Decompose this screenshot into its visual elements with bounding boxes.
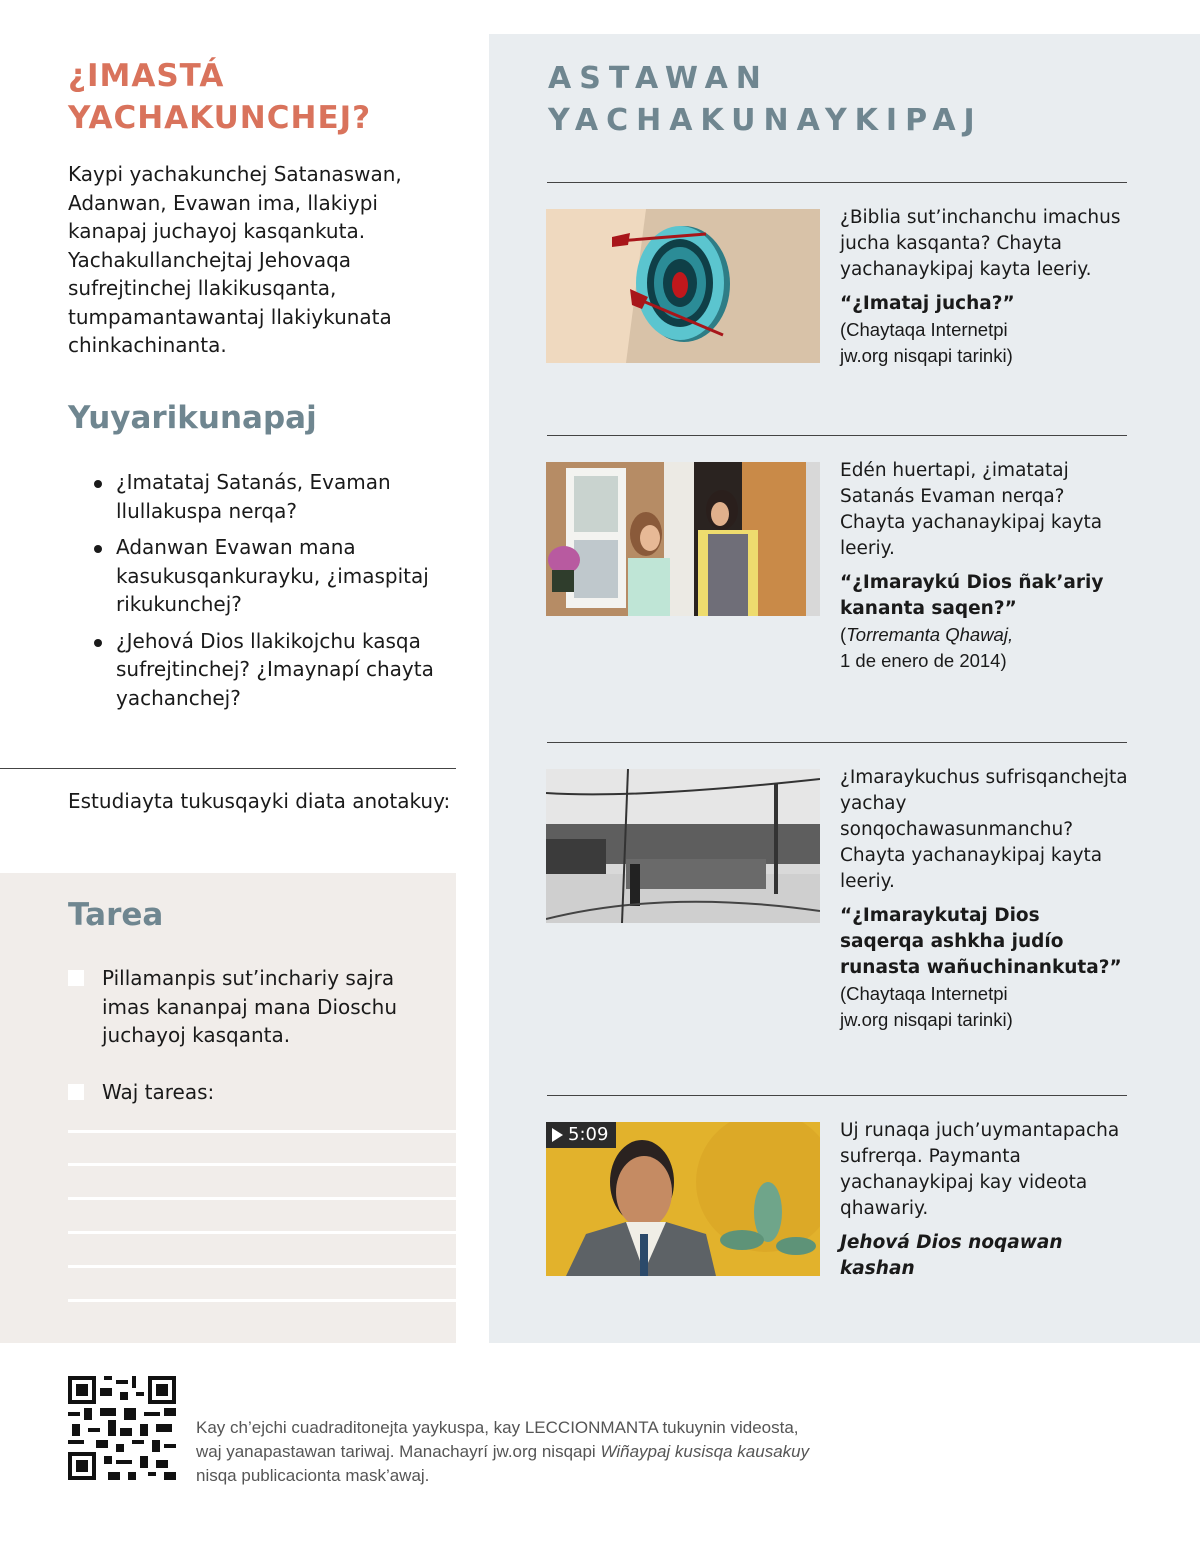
resource-item <box>840 1118 1130 1282</box>
video-thumbnail[interactable] <box>546 1122 820 1276</box>
target-icon <box>546 209 820 363</box>
write-line[interactable] <box>68 1299 456 1302</box>
resource-title[interactable]: “¿Imaraykutaj Dios saqerqa ashkha judío runasta wañuchinankuta?” <box>840 905 1122 978</box>
intro-paragraph: Kaypi yachakunchej Satanaswan, Adanwan, Evawan ima, llakiypi kanapaj juchayoj kasqankuta. Yachakullanchejtaj Jehovaqa sufrejtinchej llakikusqanta, tumpamantawantaj llakiykunata chinkachinanta. <box>68 162 402 357</box>
write-line[interactable] <box>68 1130 456 1133</box>
prison-camp-image[interactable] <box>546 769 820 923</box>
ref-publication: Torremanta Qhawaj, <box>846 624 1014 645</box>
footer-note <box>196 1416 816 1488</box>
video-duration-badge[interactable] <box>546 1122 616 1148</box>
task-item <box>68 1078 428 1107</box>
task-label: Waj tareas: <box>102 1080 215 1104</box>
photo-icon <box>546 462 820 616</box>
divider <box>547 182 1127 183</box>
play-icon <box>552 1128 563 1142</box>
target-arrows-image[interactable] <box>546 209 820 363</box>
lesson-title <box>68 55 468 139</box>
review-question: ¿Imatataj Satanás, Evaman llullakuspa nerqa? <box>92 468 452 525</box>
checkbox[interactable] <box>68 970 84 986</box>
resource-reference <box>840 622 1130 648</box>
tarea-box <box>0 873 456 1343</box>
divider <box>547 1095 1127 1096</box>
review-question: ¿Jehová Dios llakikojchu kasqa sufrejtinchej? ¿Imaynapí chayta yachanchej? <box>92 627 452 713</box>
video-duration: 5:09 <box>568 1124 609 1145</box>
checkbox[interactable] <box>68 1084 84 1100</box>
resource-item <box>840 458 1130 674</box>
resource-reference: jw.org nisqapi tarinki) <box>840 345 1013 366</box>
heading-line-1: ASTAWAN <box>548 61 769 96</box>
ref-paren: ( <box>840 624 847 645</box>
write-line[interactable] <box>68 1163 456 1166</box>
resource-reference: (Chaytaqa Internetpi <box>840 319 1008 340</box>
resource-reference: 1 de enero de 2014) <box>840 650 1007 671</box>
resource-title[interactable]: “¿Imataj jucha?” <box>840 293 1015 314</box>
resource-description: Uj runaqa juch’uymantapacha sufrerqa. Paymanta yachanaykipaj kay videota qhawariy. <box>840 1120 1120 1219</box>
footer-text-end: nisqa publicacionta mask’awaj. <box>196 1466 430 1485</box>
divider <box>0 768 456 769</box>
qr-code <box>68 1376 176 1480</box>
resource-reference: (Chaytaqa Internetpi <box>840 983 1008 1004</box>
title-line-2: YACHAKUNCHEJ? <box>68 100 372 136</box>
footer-publication-title[interactable]: Wiñaypaj kusisqa kausakuy <box>600 1442 810 1461</box>
review-questions-list <box>92 468 452 720</box>
resource-description: ¿Imaraykuchus sufrisqanchejta yachay sonqochawasunmanchu? Chayta yachanaykipaj kayta leeriy. <box>840 767 1128 892</box>
divider <box>547 435 1127 436</box>
resource-item <box>840 205 1130 369</box>
two-women-door-image[interactable] <box>546 462 820 616</box>
review-question: Adanwan Evawan mana kasukusqankurayku, ¿imaspitaj rikukunchej? <box>92 533 452 619</box>
tarea-heading: Tarea <box>68 897 164 933</box>
resource-description: Edén huertapi, ¿imatataj Satanás Evaman nerqa? Chayta yachanaykipaj kayta leeriy. <box>840 460 1103 559</box>
photo-icon <box>546 769 820 923</box>
resource-reference: jw.org nisqapi tarinki) <box>840 1009 1013 1030</box>
task-label: Pillamanpis sut’inchariy sajra imas kananpaj mana Dioschu juchayoj kasqanta. <box>102 966 398 1047</box>
write-line[interactable] <box>68 1231 456 1234</box>
resource-title[interactable]: “¿Imaraykú Dios ñak’ariy kananta saqen?” <box>840 572 1104 619</box>
divider <box>547 742 1127 743</box>
heading-line-2: YACHAKUNAYKIPAJ <box>548 103 983 138</box>
title-line-1: ¿IMASTÁ <box>68 58 225 94</box>
review-heading: Yuyarikunapaj <box>68 400 317 436</box>
qr-code-icon[interactable] <box>68 1376 176 1480</box>
write-line[interactable] <box>68 1197 456 1200</box>
task-item <box>68 964 428 1050</box>
study-date-label: Estudiayta tukusqayki diata anotakuy: <box>68 789 451 813</box>
write-line[interactable] <box>68 1265 456 1268</box>
resource-description: ¿Biblia sut’inchanchu imachus jucha kasqanta? Chayta yachanaykipaj kayta leeriy. <box>840 207 1121 280</box>
resource-item <box>840 765 1130 1033</box>
video-title[interactable]: Jehová Dios noqawan kashan <box>840 1232 1063 1279</box>
footer-text: Kay ch’ejchi cuadraditonejta yaykuspa, kay LECCIONMANTA tukuynin videosta, waj yanapastawan tariwaj. Manachayrí jw.org nisqapi <box>196 1418 799 1461</box>
more-info-heading <box>548 58 983 142</box>
